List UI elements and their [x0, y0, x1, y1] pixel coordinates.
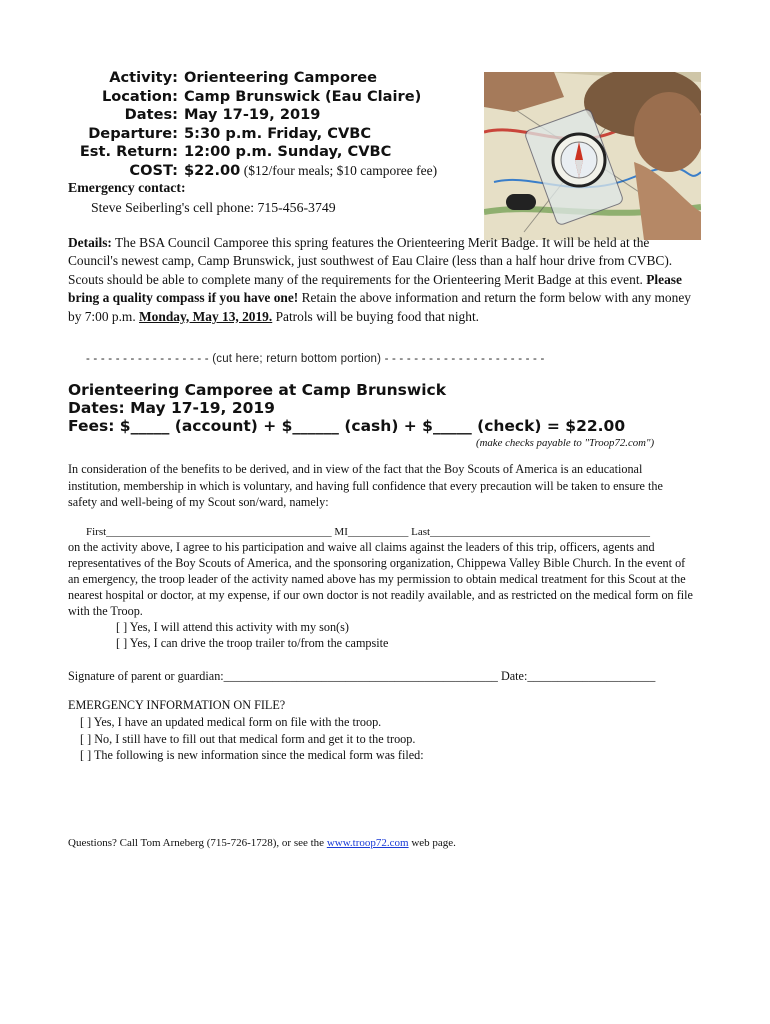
details-paragraph: [68, 234, 693, 326]
questions-text-end: web page.: [408, 837, 456, 849]
emergency-option-new-info[interactable]: [ ] The following is new information since the medical form was filed:: [80, 748, 424, 762]
cost-note: ($12/four meals; $10 camporee fee): [240, 162, 438, 178]
info-row-dates: [68, 106, 488, 125]
info-label: Est. Return:: [79, 143, 178, 160]
info-row-cost: [68, 162, 488, 181]
form-fees: Fees: $_____ (account) + $______ (cash) + $_____ (check) = $22.00: [68, 417, 626, 435]
troop-website-link[interactable]: www.troop72.com: [326, 837, 409, 849]
info-value: 5:30 p.m. Friday, CVBC: [184, 124, 372, 142]
signature-line[interactable]: Signature of parent or guardian:_____________________________________________ Date:_____________________: [68, 669, 656, 683]
details-text-return: Retain the above information and return the form below with any money by 7:00 p.m.: [68, 290, 691, 324]
details-text-patrols: Patrols will be buying food that night.: [272, 308, 480, 324]
info-label: COST:: [129, 161, 178, 179]
info-row-return: [68, 143, 488, 162]
scout-name-fields[interactable]: First_________________________________________ MI___________ Last________________________________________: [86, 526, 651, 538]
form-title: Orienteering Camporee at Camp Brunswick: [68, 381, 447, 399]
questions-text: Questions? Call Tom Arneberg (715-726-1728), or see the: [68, 837, 327, 849]
emergency-contact-title: Emergency contact:: [68, 180, 186, 195]
activity-info: [68, 69, 488, 180]
info-label: Departure:: [88, 124, 178, 142]
info-label: Dates:: [124, 106, 178, 123]
cut-line: - - - - - - - - - - - - - - - - - (cut here; return bottom portion) - - - - - - - - - - - - - - - - - - - - - -: [86, 353, 545, 365]
info-row-departure: [68, 125, 488, 144]
info-row-activity: [68, 69, 488, 88]
info-value: 12:00 p.m. Sunday, CVBC: [184, 143, 392, 160]
details-label: Details:: [68, 235, 112, 250]
questions-footer: [68, 837, 456, 849]
emergency-contact-line: Steve Seiberling's cell phone: 715-456-3749: [91, 200, 336, 215]
compass-map-illustration: [484, 72, 701, 240]
info-row-location: [68, 88, 488, 107]
deadline-date: Monday, May 13, 2019.: [139, 308, 273, 324]
cost-amount: $22.00: [184, 161, 241, 179]
info-value: Orienteering Camporee: [184, 69, 378, 86]
attend-checkbox-line[interactable]: [ ] Yes, I will attend this activity with my son(s): [116, 620, 349, 634]
info-value: [178, 162, 437, 181]
info-label: Location:: [101, 87, 178, 105]
emergency-option-yes[interactable]: [ ] Yes, I have an updated medical form on file with the troop.: [80, 715, 382, 729]
checks-note: (make checks payable to "Troop72.com"): [476, 437, 655, 449]
info-value: Camp Brunswick (Eau Claire): [184, 87, 422, 105]
form-dates: Dates: May 17-19, 2019: [68, 399, 275, 417]
drive-checkbox-line[interactable]: [ ] Yes, I can drive the troop trailer to/from the campsite: [116, 636, 389, 650]
info-label: Activity:: [109, 69, 178, 86]
compass-map-photo: [484, 72, 701, 240]
compass-request: Please bring a quality compass if you have one!: [68, 271, 682, 306]
details-text: The BSA Council Camporee this spring features the Orienteering Merit Badge. It will be held at the Council's newest camp, Camp Brunswick, just southwest of Eau Claire (less than a half hour drive from CVBC). Scouts should be able to complete many of the requirements for the Orienteering Merit Badge at this event.: [68, 235, 673, 287]
waiver-paragraph: on the activity above, I agree to his participation and waive all claims against the leaders of this trip, officers, agents and representatives of the Boy Scouts of America, and the sponsoring organization, Chippewa Valley Bible Church. In the event of an emergency, the troop leader of the activity named above has my permission to obtain medical treatment for this Scout at the nearest hospital or doctor, at my expense, if our own doctor is not readily available, and as restricted on the medical form on file with the Troop.: [68, 540, 693, 618]
emergency-info-heading: EMERGENCY INFORMATION ON FILE?: [68, 698, 286, 712]
emergency-option-no[interactable]: [ ] No, I still have to fill out that medical form and get it to the troop.: [80, 732, 416, 746]
consent-paragraph: In consideration of the benefits to be derived, and in view of the fact that the Boy Scouts of America is an educational institution, membership in which is voluntary, and having full confidence that every precaution will be taken to ensure the safety and well-being of my Scout son/ward, namely:: [68, 462, 663, 510]
info-value: May 17-19, 2019: [184, 106, 321, 123]
